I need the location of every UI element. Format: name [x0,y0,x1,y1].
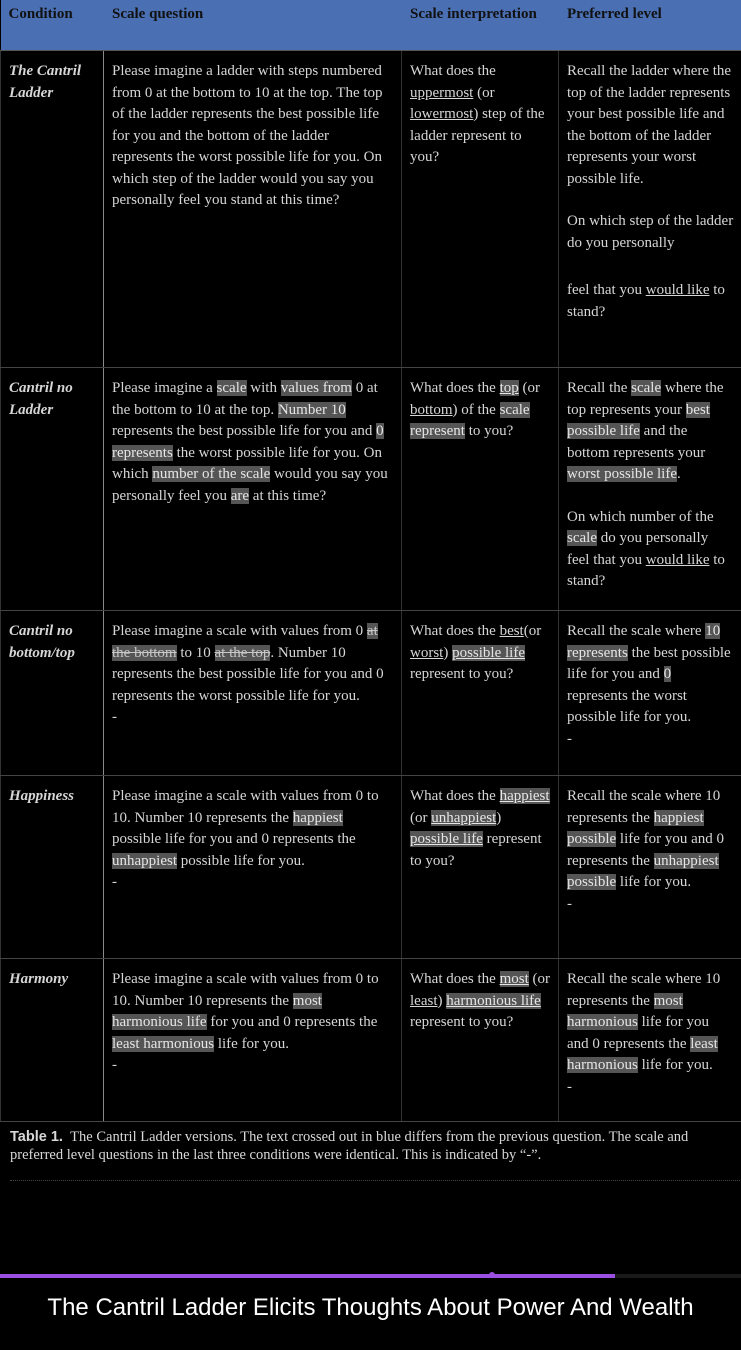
scale-question-cell: Please imagine a scale with values from 0 to 10. Number 10 represents the happiest possible life for you and 0 represents the unhappiest possible life for you. - [104,776,402,959]
divider [10,1180,740,1181]
preferred-level-cell: Recall the scale where 10 represents the best possible life for you and 0 represents the worst possible life for you. - [559,611,741,776]
preferred-level-cell: Recall the scale where 10 represents the most harmonious life for you and 0 represents the least harmonious life for you. - [559,959,741,1122]
table-row [1,776,741,959]
scale-interpretation-cell: What does the happiest (or unhappiest) possible life represent to you? [402,776,559,959]
scale-question-cell: Please imagine a scale with values from 0 at the bottom to 10 at the top. Number 10 represents the best possible life for you and 0 represents the worst possible life for you. - [104,611,402,776]
header-scale-interpretation: Scale interpretation [402,0,559,51]
table-header-row [1,0,741,51]
scale-interpretation-cell: What does the uppermost (or lowermost) step of the ladder represent to you? [402,51,559,368]
table-row [1,611,741,776]
table-row [1,959,741,1122]
table-row [1,51,741,368]
scale-interpretation-cell: What does the most (or least) harmonious life represent to you? [402,959,559,1122]
condition-cell: Harmony [1,959,104,1122]
header-condition: Condition [1,0,104,51]
condition-cell: The Cantril Ladder [1,51,104,368]
scale-question-cell: Please imagine a scale with values from 0 to 10. Number 10 represents the most harmonious life for you and 0 represents the least harmonious life for you. - [104,959,402,1122]
video-title: The Cantril Ladder Elicits Thoughts About Power And Wealth [47,1294,694,1321]
scale-question-cell: Please imagine a scale with values from 0 at the bottom to 10 at the top. Number 10 represents the best possible life for you and 0 represents the worst possible life for you. On which number of the scale would you say you personally feel you are at this time? [104,368,402,611]
condition-cell: Cantril no bottom/top [1,611,104,776]
caption-label: Table 1. [10,1129,63,1145]
preferred-level-cell: Recall the ladder where the top of the ladder represents your best possible life and the bottom of the ladder represents your worst possible life. On which step of the ladder do you personally feel that you would like to stand? [559,51,741,368]
header-preferred-level: Preferred level [559,0,741,51]
caption-text: The Cantril Ladder versions. The text crossed out in blue differs from the previous question. The scale and preferred level questions in the last three conditions were identical. This is indicated by “-”. [10,1129,689,1163]
header-scale-question: Scale question [104,0,402,51]
video-progress-fill [0,1274,615,1278]
video-progress-handle[interactable] [489,1272,495,1278]
condition-cell: Cantril no Ladder [1,368,104,611]
video-progress-bar[interactable] [0,1274,741,1278]
condition-cell: Happiness [1,776,104,959]
scale-interpretation-cell: What does the best(or worst) possible life represent to you? [402,611,559,776]
preferred-level-cell: Recall the scale where the top represents your best possible life and the bottom represents your worst possible life. On which number of the scale do you personally feel that you would like to stand? [559,368,741,611]
table-caption [10,1128,740,1164]
scale-question-cell: Please imagine a ladder with steps numbered from 0 at the bottom to 10 at the top. The top of the ladder represents the best possible life for you and the bottom of the ladder represents the worst possible life for you. On which step of the ladder would you say you personally feel you stand at this time? [104,51,402,368]
table-row [1,368,741,611]
preferred-level-cell: Recall the scale where 10 represents the happiest possible life for you and 0 represents the unhappiest possible life for you. - [559,776,741,959]
scale-interpretation-cell: What does the top (or bottom) of the scale represent to you? [402,368,559,611]
